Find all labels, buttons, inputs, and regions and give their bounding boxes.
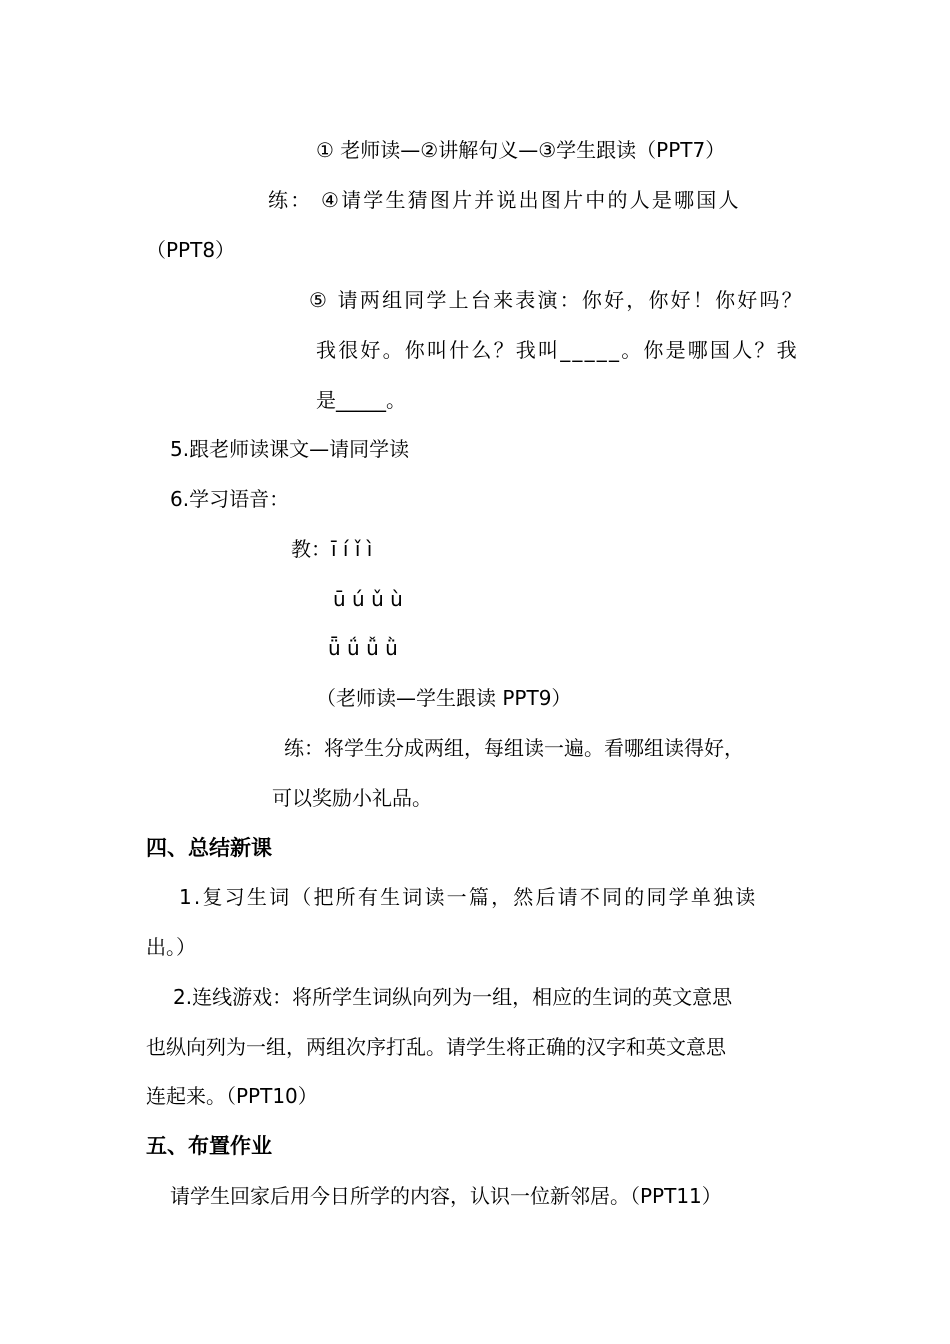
pinyin-v-tones: ǖ ǘ ǚ ǜ <box>328 636 398 660</box>
review-vocab-line2: 出。） <box>146 935 196 959</box>
matching-game-line1: 2.连线游戏：将所学生词纵向列为一组，相应的生词的英文意思 <box>173 985 733 1009</box>
ppt9-note: （老师读—学生跟读 PPT9） <box>316 686 572 710</box>
homework-text: 请学生回家后用今日所学的内容，认识一位新邻居。（PPT11） <box>170 1184 722 1208</box>
practice-performance-line2: 我很好。你叫什么？我叫_____。你是哪国人？我 <box>316 338 799 362</box>
practice-groups-line1: 练：将学生分成两组，每组读一遍。看哪组读得好， <box>284 736 744 760</box>
practice-guess-nationality: 练： ④请学生猜图片并说出图片中的人是哪国人 <box>268 188 741 212</box>
practice-performance-line1: ⑤ 请两组同学上台来表演：你好，你好！你好吗？ <box>309 288 804 312</box>
pinyin-i-tones: 教：ī í ǐ ì <box>291 537 373 561</box>
item-6-phonetics: 6.学习语音： <box>170 487 290 511</box>
ppt8-reference: （PPT8） <box>146 238 236 262</box>
step-teacher-read-ppt7: ① 老师读—②讲解句义—③学生跟读（PPT7） <box>316 138 726 162</box>
pinyin-u-tones: ū ú ǔ ù <box>333 587 403 611</box>
review-vocab-line1: 1.复习生词（把所有生词读一篇，然后请不同的同学单独读 <box>179 885 758 909</box>
matching-game-line2: 也纵向列为一组，两组次序打乱。请学生将正确的汉字和英文意思 <box>146 1035 726 1059</box>
item-5-read-text: 5.跟老师读课文—请同学读 <box>170 437 410 461</box>
matching-game-line3: 连起来。（PPT10） <box>146 1084 318 1108</box>
practice-groups-line2: 可以奖励小礼品。 <box>272 786 432 810</box>
section-4-heading: 四、总结新课 <box>146 836 272 860</box>
practice-performance-line3: 是_____。 <box>316 388 406 412</box>
section-5-heading: 五、布置作业 <box>146 1134 272 1158</box>
